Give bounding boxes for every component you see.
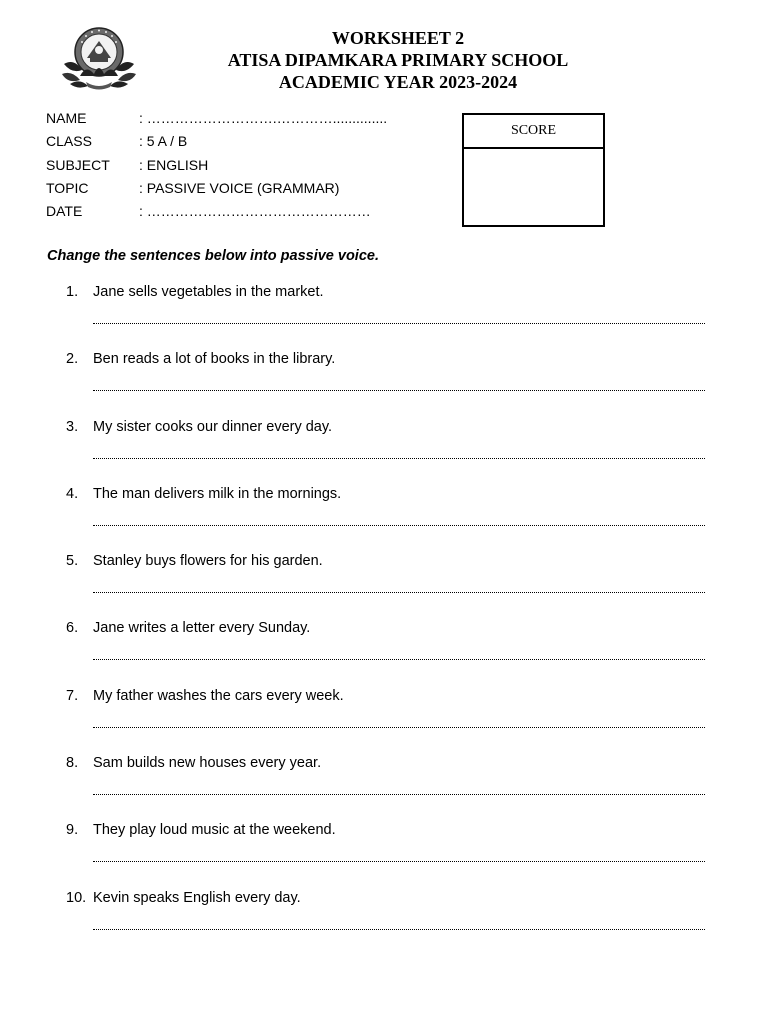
question-text: Jane writes a letter every Sunday. [93,620,311,637]
answer-line[interactable] [93,727,705,728]
academic-year: ACADEMIC YEAR 2023-2024 [278,72,518,92]
info-label: SUBJECT [46,156,110,173]
info-value: : 5 A / B [139,133,188,150]
info-value: : PASSIVE VOICE (GRAMMAR) [139,179,340,196]
question-item [66,551,716,618]
question-number: 5. [66,553,79,570]
question-text: Stanley buys flowers for his garden. [93,553,323,570]
question-item [66,753,716,820]
question-item [66,417,716,484]
info-label: NAME [46,110,87,126]
score-box [462,113,605,227]
answer-line[interactable] [93,525,705,526]
question-item [66,686,716,753]
answer-line[interactable] [93,861,705,862]
question-number: 3. [66,418,79,435]
question-item [66,618,716,685]
worksheet-title: WORKSHEET 2 [331,28,465,48]
score-label: SCORE [464,115,603,149]
question-number: 2. [66,351,79,368]
question-text: Jane sells vegetables in the market. [93,284,324,300]
answer-line[interactable] [93,390,705,391]
score-field[interactable] [464,149,603,223]
question-item [66,282,716,349]
question-item [66,820,716,887]
question-text: They play loud music at the weekend. [93,822,336,839]
question-text: Kevin speaks English every day. [93,889,301,906]
school-logo-icon [60,24,138,92]
info-row-topic [46,178,387,201]
info-label: DATE [46,203,83,219]
answer-line[interactable] [93,929,705,930]
answer-line[interactable] [93,794,705,795]
answer-line[interactable] [93,659,705,660]
question-item [66,484,716,551]
answer-line[interactable] [93,458,705,459]
question-number: 10. [66,889,87,906]
school-name: ATISA DIPAMKARA PRIMARY SCHOOL [227,50,569,70]
question-text: Sam builds new houses every year. [93,755,322,772]
question-text: My father washes the cars every week. [93,687,344,704]
info-value: : ENGLISH [139,156,209,173]
question-number: 7. [66,687,79,704]
info-label: TOPIC [46,179,89,196]
question-item [66,349,716,416]
info-row-name [46,108,387,131]
question-text: The man delivers milk in the mornings. [93,485,342,502]
question-number: 6. [66,620,79,637]
answer-line[interactable] [93,592,705,593]
question-item [66,888,716,955]
instruction-text: Change the sentences below into passive voice. [47,248,379,264]
question-number: 9. [66,822,79,839]
question-number: 4. [66,485,79,502]
info-row-subject [46,155,387,178]
info-row-class [46,131,387,154]
question-text: My sister cooks our dinner every day. [93,418,333,435]
question-number: 1. [66,284,79,300]
worksheet-header [150,27,646,93]
name-field[interactable]: : ……………………….………….............. [139,110,388,126]
student-info [46,108,387,224]
answer-line[interactable] [93,323,705,324]
question-list [66,282,716,955]
info-row-date [46,201,387,224]
date-field[interactable]: : ………………………………………… [139,203,371,219]
question-number: 8. [66,755,79,772]
info-label: CLASS [46,133,92,150]
question-text: Ben reads a lot of books in the library. [93,351,336,368]
